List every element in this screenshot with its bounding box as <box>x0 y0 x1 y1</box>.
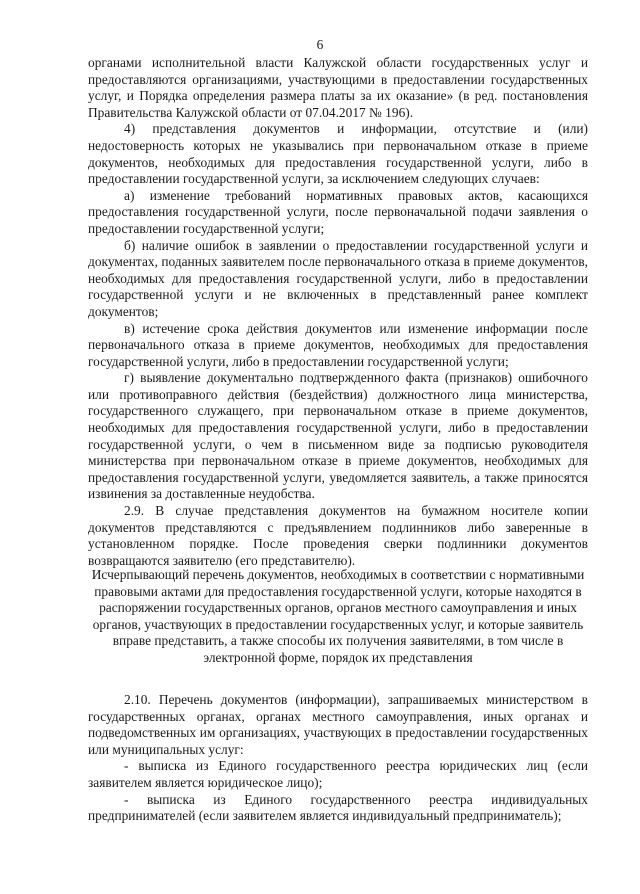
body-text-continued <box>88 692 588 825</box>
paragraph-subitem-a: а) изменение требований нормативных правовых актов, касающихся предоставления государственной услуги, после первоначальной подачи заявления о предоставлении государственной услуги; <box>88 187 588 236</box>
paragraph-continuation: органами исполнительной власти Калужской области государственных услуг и предоставляются организациями, участвующими в предоставлении государственных услуг, и Порядка определения размера платы за их оказание» (в ред. постановления Правительства Калужской области от 07.04.2017 № 196). <box>88 55 588 120</box>
paragraph-subitem-b: б) наличие ошибок в заявлении о предоставлении государственной услуги и документах, поданных заявителем после первоначального отказа в приеме документов, необходимых для предоставления государственной услуги, либо в предоставлении государственной услуги и не включенных в представленный ранее комплект документов; <box>88 237 588 319</box>
list-item-legal-entities: - выписка из Единого государственного реестра юридических лиц (если заявителем является юридическое лицо); <box>88 758 588 790</box>
paragraph-2-9: 2.9. В случае представления документов на бумажном носителе копии документов представляются с предъявлением подлинников либо заверенные в установленном порядке. После проведения сверки подлинники документов возвращаются заявителю (его представителю). <box>88 503 588 568</box>
body-text <box>88 55 588 569</box>
list-item-entrepreneurs: - выписка из Единого государственного реестра индивидуальных предпринимателей (если заявителем является индивидуальный предприниматель); <box>88 791 588 824</box>
section-heading: Исчерпывающий перечень документов, необходимых в соответствии с нормативными правовыми актами для предоставления государственной услуги, которые находятся в распоряжении государственных органов, органов местного самоуправления и иных органов, участвующих в предоставлении государственных услуг, и которые заявитель вправе представить, а также способы их получения заявителями, в том числе в электронной форме, порядок их представления <box>91 567 585 665</box>
paragraph-item-4: 4) представления документов и информации, отсутствие и (или) недостоверность которых не указывались при первоначальном отказе в приеме документов, необходимых для предоставления государственной услуги, либо в предоставлении государственной услуги, за исключением следующих случаев: <box>88 121 588 187</box>
paragraph-subitem-v: в) истечение срока действия документов или изменение информации после первоначального отказа в приеме документов, необходимых для предоставления государственной услуги, либо в предоставлении государственной услуги; <box>88 320 588 369</box>
paragraph-2-10: 2.10. Перечень документов (информации), запрашиваемых министерством в государственных органах, органах местного самоуправления, иных органах и подведомственных им организациях, участвующих в предоставлении государственных или муниципальных услуг: <box>88 692 588 757</box>
page-number: 6 <box>316 37 324 52</box>
paragraph-subitem-g: г) выявление документально подтвержденного факта (признаков) ошибочного или противоправного действия (бездействия) должностного лица министерства, государственного служащего, при первоначальном отказе в приеме документов, необходимых для предоставления государственной услуги, либо в предоставлении государственной услуги, о чем в письменном виде за подписью руководителя министерства при первоначальном отказе в приеме документов, необходимых для предоставления государственной услуги, уведомляется заявитель, а также приносятся извинения за доставленные неудобства. <box>88 370 588 502</box>
